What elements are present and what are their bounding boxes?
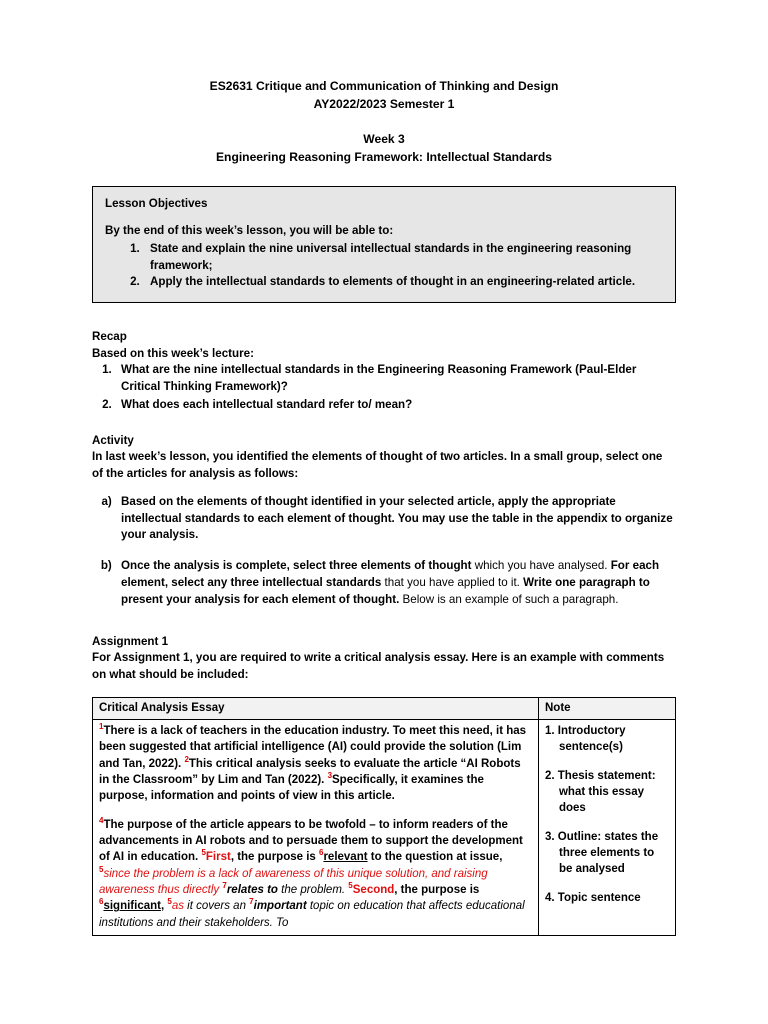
recap-list	[92, 362, 676, 413]
essay-p1-text-1: There is a lack of teachers in the education industry. To meet this need, it has been suggested that artificial intelligence (AI) could provide the solution (Lim and Tan, 2022).	[99, 724, 527, 770]
lesson-objectives-list	[105, 241, 663, 291]
superscript-marker-6b: 6	[99, 897, 104, 907]
assignment-section	[92, 634, 676, 684]
essay-table-wrapper	[92, 684, 676, 936]
note-cell	[538, 719, 675, 935]
essay-standard-relevant: relevant	[323, 851, 368, 864]
course-title-line-1: ES2631 Critique and Communication of Thinking and Design	[209, 79, 559, 93]
activity-item-b-part5: Write one paragraph to present your analysis for each element of thought.	[121, 575, 650, 606]
activity-item-b-part1: Once the analysis is complete, select three elements of thought	[121, 559, 475, 573]
topic-title: Engineering Reasoning Framework: Intellectual Standards	[215, 149, 552, 164]
table-header-row	[93, 697, 676, 719]
column-header-essay: Critical Analysis Essay	[93, 697, 539, 719]
critical-analysis-table	[92, 697, 676, 936]
list-item: 1. State and explain the nine universal intellectual standards in the engineering reasoning framework;	[143, 241, 663, 274]
week-label: Week 3	[363, 132, 405, 147]
essay-p1-text-2: This critical analysis seeks to evaluate the article “AI Robots in the Classroom” by Lim and Tan (2022).	[99, 757, 521, 786]
note-item-2: 2. Thesis statement: what this essay does	[544, 769, 656, 815]
activity-intro: In last week’s lesson, you identified the elements of thought of two articles. In a small group, select one of the articles for analysis as follows:	[92, 450, 663, 480]
note-item-1: 1. Introductory sentence(s)	[544, 724, 626, 754]
assignment-intro: For Assignment 1, you are required to write a critical analysis essay. Here is an example with comments on what should be included:	[92, 651, 665, 681]
section-spacer-1	[92, 303, 676, 329]
superscript-marker-2: 2	[184, 754, 189, 764]
list-item: 2. Apply the intellectual standards to elements of thought in an engineering-related article.	[143, 274, 663, 291]
superscript-marker-4: 4	[99, 815, 104, 825]
superscript-marker-3: 3	[327, 771, 333, 781]
superscript-marker-6a: 6	[319, 848, 324, 858]
essay-p2-text-8: , the purpose is	[394, 883, 480, 896]
superscript-marker-7b: 7	[249, 897, 254, 907]
superscript-marker-1: 1	[99, 722, 104, 732]
lesson-objectives-heading: Lesson Objectives	[105, 197, 208, 211]
activity-list	[92, 494, 676, 609]
activity-spacer	[92, 483, 676, 494]
activity-item-b-part3: For each element, select any three intellectual standards	[121, 559, 660, 589]
document-header	[92, 78, 676, 166]
list-item-a	[115, 494, 676, 544]
essay-paragraph-2	[99, 817, 532, 931]
superscript-marker-5d: 5	[167, 897, 172, 907]
essay-p2-text-5: , the purpose is	[230, 851, 319, 864]
section-spacer-2	[92, 415, 676, 433]
essay-p2-text-10: it covers an	[183, 900, 250, 913]
essay-link-relates: relates to	[226, 883, 278, 896]
header-spacer	[92, 113, 676, 131]
recap-section	[92, 329, 676, 414]
essay-link-important: important	[253, 900, 307, 913]
essay-evidence-since: since the problem is a lack of awareness of this unique solution, and raising awareness thus directly	[99, 867, 488, 896]
list-item-b	[115, 558, 676, 608]
activity-item-a-text: Based on the elements of thought identified in your selected article, apply the appropriate intellectual standards to each element of thought. You may use the table in the appendix to organize your analysis.	[121, 494, 673, 542]
table-row	[93, 719, 676, 935]
assignment-heading: Assignment 1	[92, 634, 169, 648]
note-item-4: 4. Topic sentence	[544, 891, 641, 904]
essay-paragraph-1	[99, 723, 532, 805]
essay-body-cell	[93, 719, 539, 935]
essay-p2-text-7: the problem.	[277, 883, 349, 896]
essay-p1-text-3: Specifically, it examines the purpose, information and points of view in this article.	[99, 773, 484, 803]
superscript-marker-5a: 5	[201, 848, 206, 858]
superscript-marker-5c: 5	[348, 881, 353, 891]
essay-standard-second: Second	[352, 883, 395, 896]
note-item-3: 3. Outline: states the three elements to be analysed	[544, 830, 659, 876]
activity-item-b-part2: which you have analysed.	[474, 559, 611, 573]
essay-standard-significant: significant	[103, 900, 161, 913]
activity-item-b-part6: Below is an example of such a paragraph.	[402, 592, 619, 606]
essay-p2-text-4: The purpose of the article appears to be twofold – to inform readers of the advancements in AI robots and to persuade them to support the development of AI in education.	[99, 818, 523, 864]
activity-item-b-part4: that you have applied to it.	[384, 575, 524, 589]
lesson-objectives-box	[92, 186, 676, 303]
essay-standard-first: First	[205, 851, 231, 864]
lesson-objectives-intro: By the end of this week’s lesson, you will be able to:	[105, 223, 394, 237]
activity-heading: Activity	[92, 433, 134, 447]
note-list	[545, 723, 669, 906]
list-item: 2. What does each intellectual standard refer to/ mean?	[115, 397, 676, 414]
recap-intro: Based on this week’s lecture:	[92, 346, 254, 360]
essay-p2-text-9: ,	[160, 900, 168, 913]
course-title-line-2: AY2022/2023 Semester 1	[313, 96, 455, 111]
recap-heading: Recap	[92, 330, 127, 344]
list-item: 1. What are the nine intellectual standards in the Engineering Reasoning Framework (Paul-Elder Critical Thinking Framework)?	[115, 362, 676, 396]
essay-p2-text-11: topic on education that affects educational institutions and their stakeholders. To	[99, 900, 525, 929]
section-spacer-3	[92, 623, 676, 634]
activity-section	[92, 433, 676, 609]
superscript-marker-5b: 5	[99, 864, 104, 874]
column-header-note: Note	[538, 697, 675, 719]
superscript-marker-7a: 7	[222, 881, 227, 891]
essay-p2-text-6: to the question at issue,	[367, 851, 503, 864]
essay-evidence-as: as	[171, 900, 184, 913]
